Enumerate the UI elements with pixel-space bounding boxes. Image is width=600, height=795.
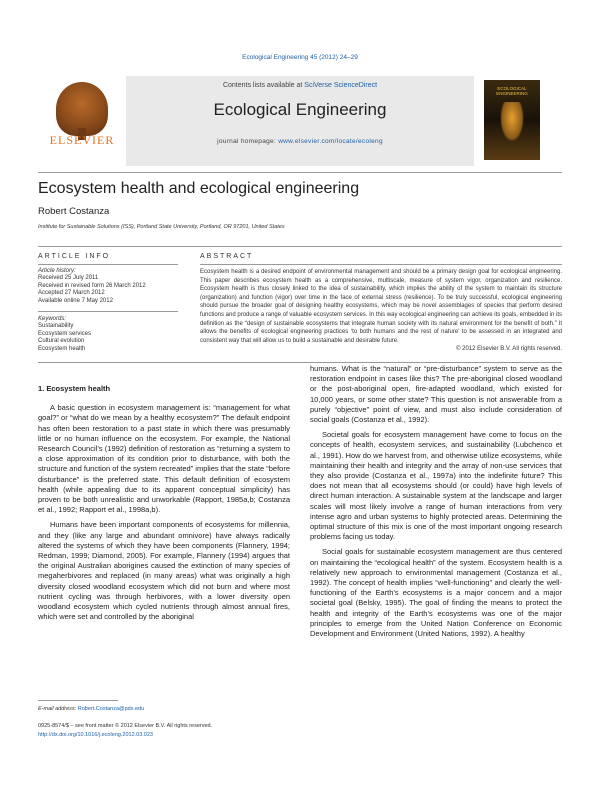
keyword: Cultural evolution <box>38 338 85 345</box>
doi-link-text[interactable]: http://dx.doi.org/10.1016/j.ecoleng.2012.03.023 <box>38 732 153 738</box>
author-name: Robert Costanza <box>38 206 110 217</box>
author-affiliation: Institute for Sustainable Solutions (ISS), Portland State University, Portland, OR 97201, United States <box>38 224 285 230</box>
issn-line: 0925-8574/$ – see front matter © 2012 Elsevier B.V. All rights reserved. <box>38 723 213 729</box>
email-label: E-mail address: <box>38 706 78 712</box>
cover-tree-icon <box>500 102 524 142</box>
divider <box>38 246 562 247</box>
footnote-email <box>38 706 144 712</box>
contents-line <box>126 82 474 89</box>
abstract-heading: ABSTRACT <box>200 253 254 260</box>
history-item: Available online 7 May 2012 <box>38 297 113 304</box>
elsevier-logo <box>38 76 126 166</box>
divider <box>38 362 562 363</box>
doi-link[interactable] <box>38 732 153 738</box>
homepage-link[interactable]: www.elsevier.com/locate/ecoleng <box>278 138 383 145</box>
article-info-heading: ARTICLE INFO <box>38 253 111 260</box>
keyword: Ecosystem health <box>38 345 86 352</box>
paragraph: Societal goals for ecosystem management have come to focus on the concepts of health, ecosystem services, and sustainability (Lubchenco et al., 1991). How do we harvest from, and otherwise utilize ecosystems, while maintaining their health and integrity and the array of non-use services that they also provide (Costanza et al., 1997a) into the indefinite future? This does not mean that all ecosystems should (or could) have high levels of direct human interaction. A sustainable system at the landscape and larger scales will most likely involve a range of human interactions from very intense agro and urban systems to highly protected areas. Determining the optimal structure of this mix is one of the most important ongoing research problems facing us today. <box>310 430 562 542</box>
history-item: Accepted 27 March 2012 <box>38 290 105 297</box>
keyword: Sustainability <box>38 323 74 330</box>
paragraph: Humans have been important components of ecosystems for millennia, and they (like any large and abundant omnivore) have always radically altered the systems of which they have been components (Flannery, 1994; Redman, 1999; Diamond, 2005). For example, Flannery (1994) argues that the original Australian aborigines caused the extinction of many species of megaherbivores and replaced (in many areas) what was originally a high diversity closed woodland ecosystem which did not burn and where most nutrient cycling was through herbivores, with a lower diversity open woodland ecosystem which cycled nutrients through almost annual fires, which were set and controlled by the aboriginal <box>38 520 290 622</box>
keyword: Ecosystem services <box>38 330 92 337</box>
abstract-text: Ecosystem health is a desired endpoint of environmental management and should be a primary design goal for ecological engineering. This paper describes ecosystem health as a comprehensive, multiscale, measure of system vigor, organization and resilience. Ecosystem health is thus closely linked to the idea of sustainability, which implies the ability of the system to maintain its structure (organization) and function (vigor) over time in the face of external stress (resilience). To be truly successful, ecological engineering should pursue the broader goal of designing healthy ecosystems, which may be novel assemblages of species that perform desired functions and produce a range of valuable ecosystem services. In this way ecological engineering can achieve its goals, embedded in its definition as the “design of sustainable ecosystems that integrate human society with its natural environment for the benefit of both.” It allows the benefits of ecological engineering practices ‘to both humans and the rest of nature’ to be assessed in an integrated and consistent way that will allow us to build a sustainable and desirable future. <box>200 269 562 344</box>
body-column-right <box>310 364 562 644</box>
history-label: Article history: <box>38 268 76 274</box>
contents-prefix: Contents lists available at <box>222 82 305 89</box>
cover-title: ECOLOGICAL ENGINEERING <box>496 86 528 96</box>
divider <box>200 264 562 265</box>
sciencedirect-link[interactable]: SciVerse ScienceDirect <box>304 82 378 89</box>
journal-cover <box>474 76 562 166</box>
paragraph: humans. What is the “natural” or “pre-disturbance” system to serve as the restoration endpoint in cases like this? The pre-aboriginal closed woodland or the post-aboriginal open, fire-adapted woodland, which existed for 10,000 years, or some other state? This question is not answerable from a purely “objective” point of view, and must also include consideration of social goals (Costanza et al., 1992). <box>310 364 562 425</box>
homepage-line <box>126 138 474 145</box>
body-column-left <box>38 384 290 627</box>
divider <box>38 172 562 173</box>
journal-title: Ecological Engineering <box>213 100 387 119</box>
journal-masthead <box>38 76 562 166</box>
divider <box>38 264 178 265</box>
cover-image <box>484 80 540 160</box>
history-item: Received in revised form 26 March 2012 <box>38 282 146 289</box>
history-item: Received 25 July 2011 <box>38 275 99 282</box>
email-link[interactable]: Robert.Costanza@pdx.edu <box>77 706 145 712</box>
keywords-label: Keywords: <box>38 316 67 323</box>
paragraph: A basic question in ecosystem management is: “management for what goal?” or “what do we mean by a healthy ecosystem?” The default endpoint has often been restoration to a past state in which there was presumably little or no human influence on the ecosystem. For example, the National Research Council’s (1992) definition of restoration as “returning a system to a close approximation of its condition prior to disturbance, with both the structure and function of the system recreated” implies that the state “before disturbance” is the preferred state. This default definition of ecosystem health (while appealing due to its apparent conceptual simplicity) has proven to be both unrealistic and unworkable (Rapport, 1985a,b; Costanza et al., 1992; Rapport et al., 1998a,b). <box>38 403 290 515</box>
article-info <box>38 268 178 353</box>
paragraph: Social goals for sustainable ecosystem management are thus centered on maintaining the “ecological health” of the system. Ecosystem health is a relatively new approach to environmental management (Costanza et al., 1992). The concept of health implies “well-functioning” and clearly the well-functioning of the Earth’s ecosystems is a major concern and a major societal goal (Belsky, 1995). The goal of finding the means to protect the health and integrity of the Earth’s ecosystems was one of the major principles to emerge from the United Nation Conference on Economic Development and Environment (United Nations, 1992). A healthy <box>310 547 562 639</box>
article-title: Ecosystem health and ecological engineering <box>38 180 360 197</box>
homepage-prefix: journal homepage: <box>217 138 279 145</box>
abstract-copyright: © 2012 Elsevier B.V. All rights reserved. <box>456 346 562 353</box>
footnote-rule <box>38 700 118 701</box>
section-title: 1. Ecosystem health <box>38 384 111 393</box>
journal-reference[interactable]: Ecological Engineering 45 (2012) 24–29 <box>242 54 358 61</box>
publisher-logo-text: ELSEVIER <box>49 133 115 147</box>
divider <box>38 311 178 312</box>
abstract <box>200 268 562 354</box>
